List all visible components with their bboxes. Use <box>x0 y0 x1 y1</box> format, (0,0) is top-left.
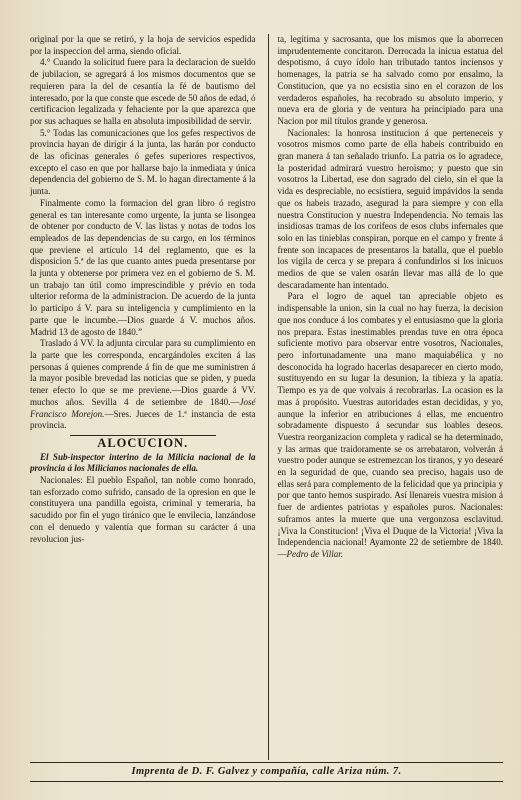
paragraph-text: Traslado á VV. la adjunta circular para su cumplimiento en la parte que les corresponda, encargándoles exciten á las personas á quienes comprende á fin de que me suministren á la mayor posible brevedad las noticias que se piden, y pueda tener efecto lo que se me previene.—Dios guarde á VV. muchos años. Sevilla 4 de setiembre de 1840.— <box>30 338 256 407</box>
paragraph-text: —Sres. Jueces de 1.ª instancia de esta provincia. <box>30 408 256 431</box>
paragraph: ta, legítima y sacrosanta, que los mismos que la aborrecen imprudentemente concitaron. Derrocada la inicua estatua del despotismo, á cuyo ídolo han tributado tantos inciensos y homenages, la patria se ha salvado como por ensalmo, la Constitucion, que ya no ecsistia sino en el corazon de los verdaderos españoles, ha recobrado su absoluto imperio, y nueva era de gloria y de ventura ha principiado para una Nacion por mil títulos grande y generosa. <box>277 34 503 126</box>
left-column <box>30 34 256 760</box>
paragraph: Finalmente como la formacion del gran libro ó registro general es tan interesante como urgente, la junta se lisongea de obtener por conducto de V. las listas y notas de todos los empleados de las dependencias de su cargo, en los términos que previene el artículo 14 del reglamento, que es la disposicion 5.ª de las que cuanto antes pueda presentarse por la junta y obtenerse por primera vez en el gobierno de S. M. un trabajo tan útil como imprescindible y prévio en toda ulterior reforma de la administracion. De acuerdo de la junta lo participo á V. para su inteligencia y cumplimiento en la parte que le incumbe.—Dios guarde á V. muchos años. Madrid 13 de agosto de 1840.” <box>30 197 256 337</box>
right-column <box>277 34 503 760</box>
paragraph: Nacionales: El pueblo Español, tan noble como honrado, tan esforzado como sufrido, cansado de la opresion en que le constituyera una pandilla egoista, criminal y temeraria, ha sacudido por fin el yugo tiránico que le envilecia, lanzándose con el denuedo y valentía que forman su carácter á una revolucion jus- <box>30 475 256 544</box>
paragraph <box>30 338 256 432</box>
signature: Pedro de Villar. <box>286 548 344 559</box>
paragraph-text: Para el logro de aquel tan apreciable objeto es indispensable la union, sin la cual no hay fuerza, la decision que nos conduce á los combates y el entusiasmo que la gloria nos prepara. Estas inestimables prendas tuve en otra época suficiente motivo para observar entre vosotros, Nacionales, pero infortunadamente una mano maquiabélica y no desconocida ha logrado hacerlas desaparecer en cierto modo, sustituyendo en su lugar la desunion, la tibieza y la apatía. Tiempo es ya de que volvais á recobrarlas. La ocasion es la mas á propósito. Vuestras autoridades estan decididas, y yo, aunque la inferior en atribuciones á ellas, me encuentro sobradamente dispuesto á secundar sus loables deseos. Vuestra reorganizacion completa y radical se ha determinado, y las armas que traidoramente se os arrebataron, volverán á vuestro poder aunque se estremezcan los tiranos, y yo desearé en la seguridad de que, cuando sea preciso, hagais uso de ellas será para complemento de la felicidad que ya principia y por que tanto hemos suspirado. Así llenareis vuestra mision á fuer de ardientes patriotas y españoles puros. Nacionales: suframos antes la muerte que una vergonzosa esclavitud. ¡Viva la Constitucion! ¡Viva el Duque de la Victoria! ¡Viva la Independencia nacional! Ayamonte 22 de setiembre de 1840.— <box>277 291 503 559</box>
paragraph: original por la que se retiró, y la hoja de servicios espedida por la inspeccion del arma, siendo oficial. <box>30 34 256 56</box>
signature: José Francisco Morejon. <box>30 396 256 419</box>
paragraph: 4.° Cuando la solicitud fuere para la declaracion de sueldo de jubilacion, se agregará á los mismos documentos que se requieren para la del de cesantía la fé de bautismo del interesado, por la que conste que escede de 50 años de edad, ó certificacion legalizada y fehaciente por la que aparezca que por sus achaques se halla en absoluta imposibilidad de servir. <box>30 57 256 126</box>
paragraph <box>277 291 503 560</box>
paragraph: 5.° Todas las comunicaciones que los gefes respectivos de provincia hayan de dirigir á la junta, las harán por conducto de las oficinas generales ó gefes superiores respectivos, excepto el caso en que por hallarse bajo la inmediata y única dependencia del gobierno de S. M. lo hagan directamente á la junta. <box>30 127 256 197</box>
section-subtitle: El Sub-inspector interino de la Milicia nacional de la provincia á los Milicianos nacionales de ella. <box>30 451 256 474</box>
text-columns <box>30 34 503 760</box>
printer-imprint: Imprenta de D. F. Galvez y compañía, calle Ariza núm. 7. <box>30 762 503 782</box>
paragraph: Nacionales: la honrosa institucion á que perteneceis y vosotros mismos como parte de ella habeis contribuido en gran manera á tan señalado triunfo. La patria os lo agradece, la posteridad admirará vuestro heroismo; y puesto que sin vosotros la Libertad, ese don sagrado del cielo, sin el que la vida es despreciable, no ecsistiera, seguid impávidos la senda que os habeis trazado, asegurad la para siempre y con ella nuestra Constitucion y nuestra Independencia. No temais las insidiosas tramas de los corifeos de esos clubs infernales que solo en las tinieblas conspiran, porque en el campo y frente á frente son incapaces de presentaros la batalla, que el pueblo los vigila de cerca y se prepara á confundirlos si los inicuos medios de que se valen osarán llevar mas allá de lo que descaradamente han intentado. <box>277 127 503 290</box>
column-divider <box>268 34 269 760</box>
section-heading: ALOCUCION. <box>97 435 189 450</box>
